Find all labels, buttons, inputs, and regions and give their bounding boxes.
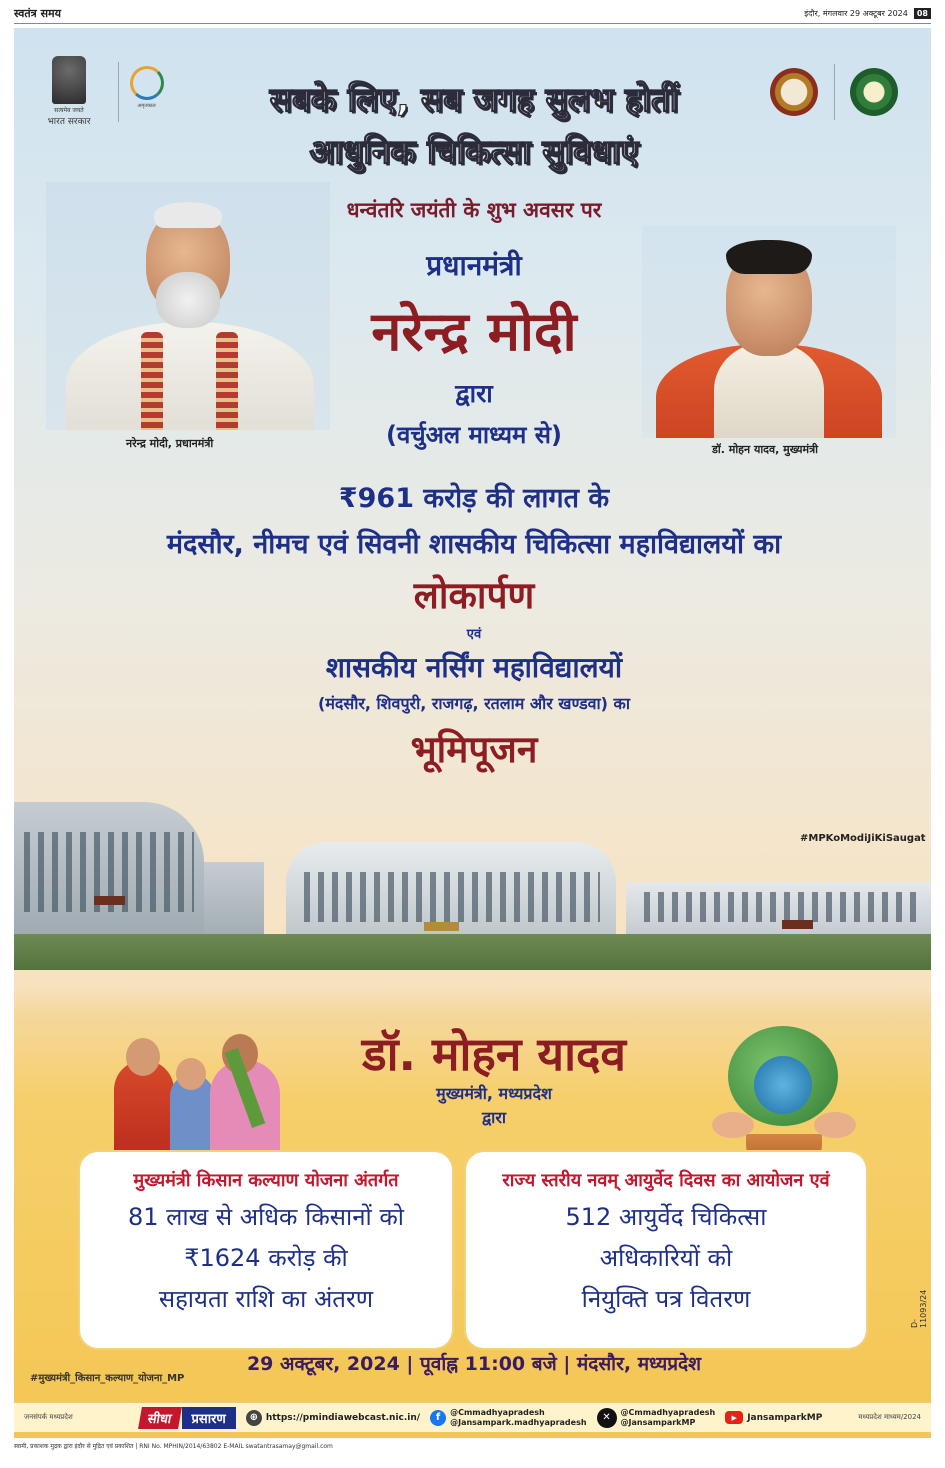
pm-photo-caption: नरेन्द्र मोदी, प्रधानमंत्री	[126, 437, 214, 450]
card-left-heading: मुख्यमंत्री किसान कल्याण योजना अंतर्गत	[133, 1170, 399, 1191]
newspaper-name: स्वतंत्र समय	[14, 7, 61, 20]
cm-name: डॉ. मोहन यादव	[361, 1027, 626, 1081]
facebook-handle-2: @Jansampark.madhyapradesh	[450, 1417, 587, 1427]
card-ayurveda-diwas	[466, 1152, 866, 1348]
farmer-family-image	[110, 1030, 290, 1170]
medical-college-buildings-image	[14, 772, 931, 970]
footer-left-note: जनसंपर्क मध्यप्रदेश	[24, 1413, 73, 1421]
occasion-text: धन्वंतरि जयंती के शुभ अवसर पर	[346, 198, 602, 222]
x-handle-2: @JansamparkMP	[620, 1417, 696, 1427]
youtube-link[interactable]	[725, 1411, 822, 1424]
building-sign-right	[782, 920, 813, 929]
logo-divider	[834, 64, 835, 120]
pm-mode: (वर्चुअल माध्यम से)	[386, 421, 562, 449]
national-emblem	[36, 56, 102, 127]
pm-via: द्वारा	[455, 379, 493, 408]
webcast-url: https://pmindiawebcast.nic.in/	[265, 1412, 421, 1423]
ad-code: D-11093/24	[910, 1289, 928, 1328]
footer-right-note: मध्यप्रदेश माध्यम/2024	[858, 1413, 921, 1421]
nursing-colleges-text: शासकीय नर्सिंग महाविद्यालयों	[325, 651, 623, 684]
card-right-line: अधिकारियों को	[599, 1244, 733, 1272]
facebook-icon: f	[430, 1410, 446, 1426]
live-broadcast-bar	[14, 1402, 931, 1432]
x-icon: ✕	[597, 1408, 617, 1428]
newspaper-imprint: स्वामी, प्रकाशक मुद्रक द्वारा इंदौर से मुद्रित एवं प्रकाशित | RNI No. MPHIN/2014/63802 E-MAIL swatantrasamay@gmail.com	[14, 1443, 333, 1450]
event-date-time-venue: 29 अक्टूबर, 2024 | पूर्वाह्न 11:00 बजे | मंदसौर, मध्यप्रदेश	[246, 1353, 702, 1375]
amrit-kaal-text: अमृतकाल	[137, 103, 156, 109]
cm-role: मुख्यमंत्री, मध्यप्रदेश	[436, 1084, 552, 1103]
headline-line-1: सबके लिए, सब जगह सुलभ होतीं	[269, 80, 679, 119]
page-number: 08	[914, 8, 931, 19]
pm-title: प्रधानमंत्री	[426, 249, 522, 282]
inauguration-text: लोकार्पण	[413, 574, 535, 617]
card-right-line: 512 आयुर्वेद चिकित्सा	[565, 1203, 767, 1231]
cm-photo-caption: डॉ. मोहन यादव, मुख्यमंत्री	[712, 443, 819, 456]
lawn	[14, 934, 931, 970]
card-kisan-kalyan	[80, 1152, 452, 1348]
facebook-link[interactable]	[430, 1408, 586, 1428]
scheme-hashtag: #मुख्यमंत्री_किसान_कल्याण_योजना_MP	[30, 1373, 185, 1384]
webcast-link[interactable]	[246, 1410, 420, 1426]
project-cost: ₹961 करोड़ की लागत के	[338, 483, 610, 514]
x-link[interactable]	[597, 1408, 716, 1428]
x-handle-1: @Cmmadhyapradesh	[620, 1407, 716, 1417]
pm-name: नरेन्द्र मोदी	[371, 300, 577, 363]
advertisement	[14, 28, 931, 1438]
edition-date: इंदौर, मंगलवार 29 अक्टूबर 2024	[804, 9, 908, 18]
card-left-line: सहायता राशि का अंतरण	[158, 1285, 374, 1313]
live-label-a: सीधा	[138, 1407, 181, 1429]
emblem-motto: सत्यमेव जयते	[54, 107, 84, 114]
campaign-hashtag: #MPKoModiJiKiSaugat	[800, 833, 926, 844]
foundation-text: भूमिपूजन	[410, 728, 538, 771]
medical-colleges-text: मंदसौर, नीमच एवं सिवनी शासकीय चिकित्सा महाविद्यालयों का	[166, 529, 782, 560]
lion-capital-icon	[52, 56, 86, 104]
ayush-seal-icon	[850, 68, 898, 116]
globe-icon: ⊕	[246, 1410, 262, 1426]
live-broadcast-badge	[140, 1407, 236, 1429]
newspaper-masthead	[14, 4, 931, 24]
building-sign-left	[94, 896, 125, 905]
youtube-handle: JansamparkMP	[747, 1412, 823, 1423]
card-left-line: ₹1624 करोड़ की	[184, 1244, 348, 1272]
youtube-icon: ▶	[725, 1411, 743, 1424]
headline-line-2: आधुनिक चिकित्सा सुविधाएं	[309, 132, 639, 171]
card-right-line: नियुक्ति पत्र वितरण	[581, 1285, 751, 1313]
facebook-handle-1: @Cmmadhyapradesh	[450, 1407, 545, 1417]
card-left-line: 81 लाख से अधिक किसानों को	[127, 1203, 405, 1231]
live-label-b: प्रसारण	[182, 1407, 236, 1429]
nursing-places-text: (मंदसौर, शिवपुरी, राजगढ़, रतलाम और खण्डवा) का	[318, 694, 630, 713]
and-text: एवं	[466, 627, 482, 642]
building-sign-center	[424, 922, 459, 931]
emblem-label: भारत सरकार	[47, 117, 91, 127]
card-right-heading: राज्य स्तरीय नवम् आयुर्वेद दिवस का आयोजन एवं	[502, 1170, 830, 1191]
cm-via: द्वारा	[481, 1108, 507, 1127]
